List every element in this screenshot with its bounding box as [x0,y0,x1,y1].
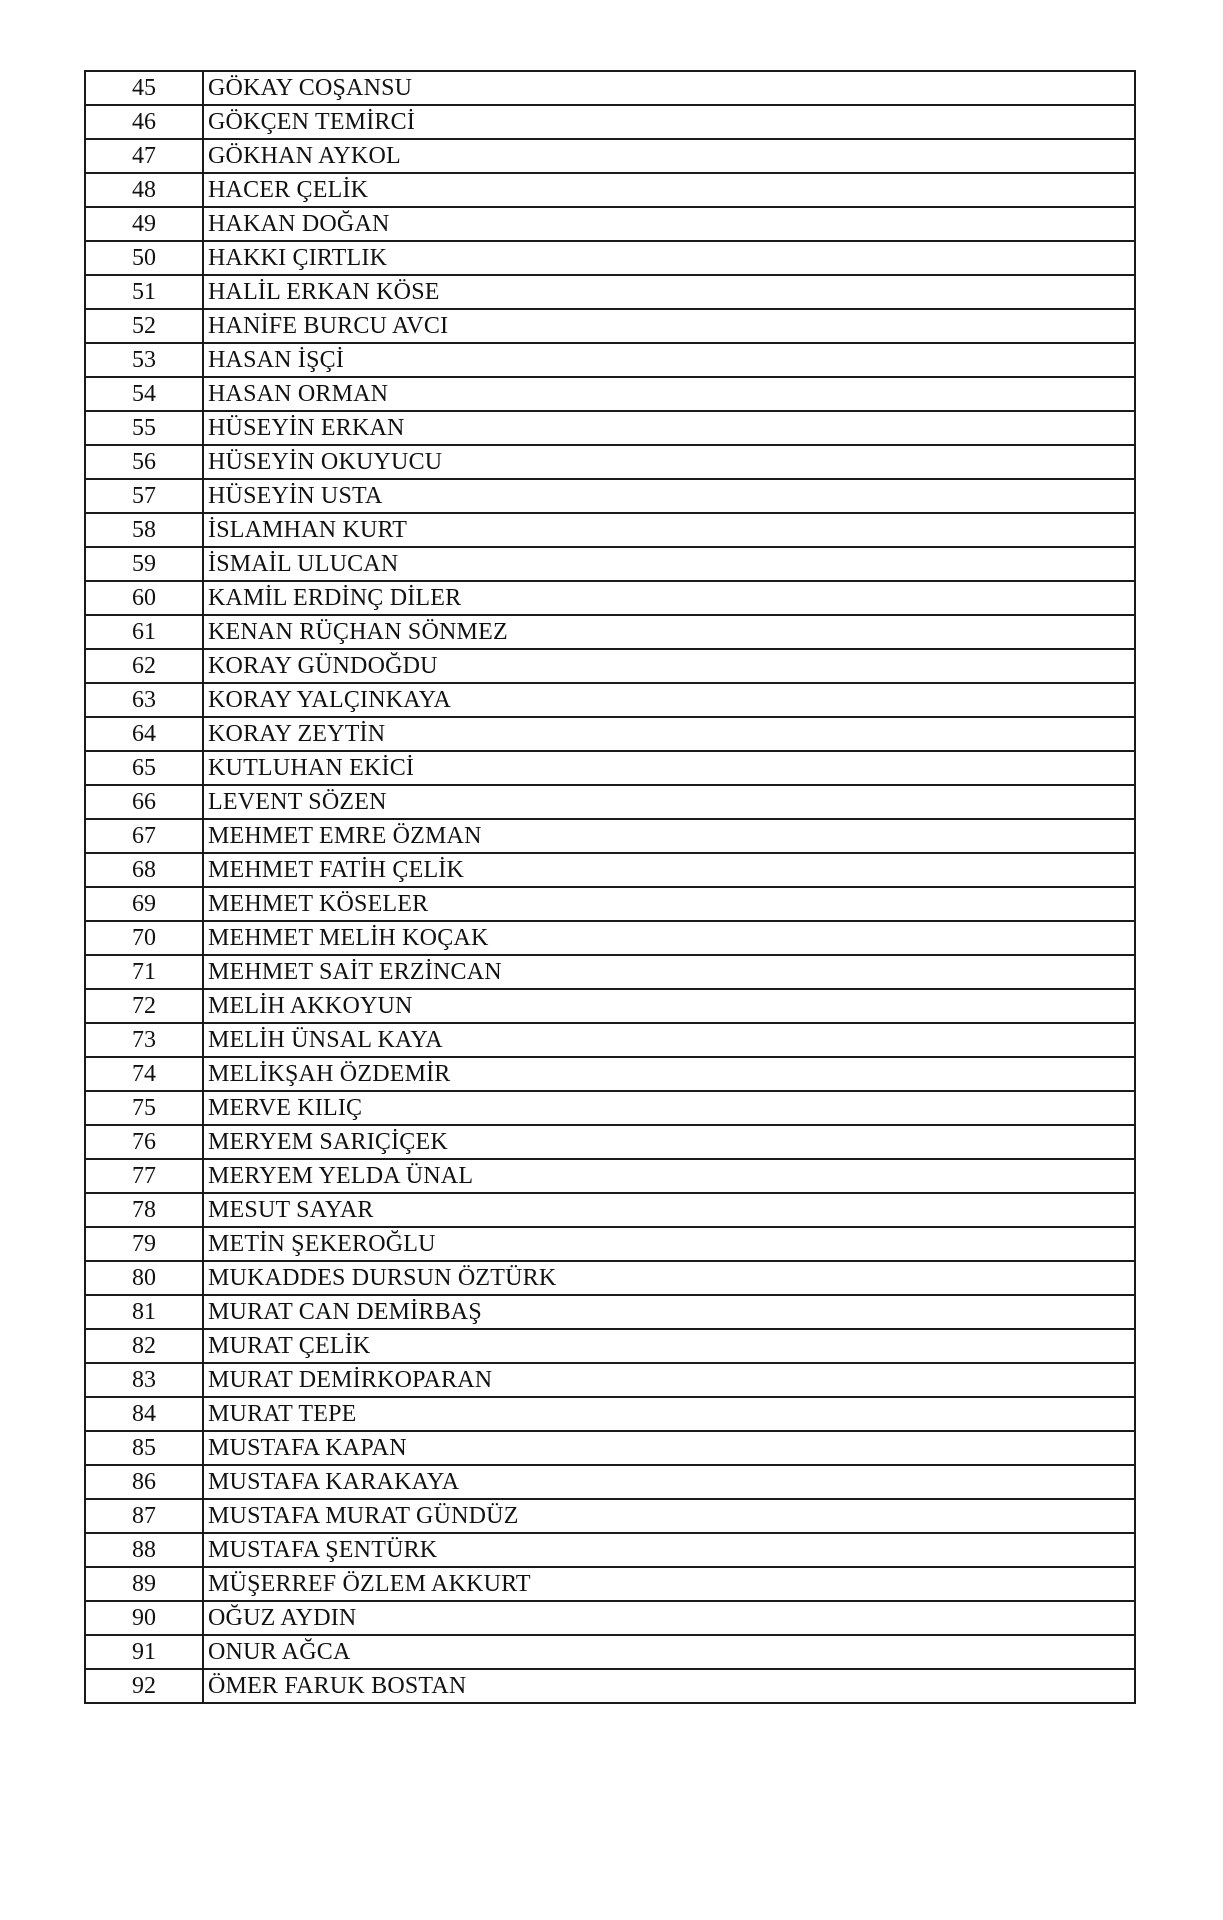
table-row [85,1295,1135,1329]
table-row [85,649,1135,683]
person-name: MERYEM SARIÇİÇEK [203,1125,1135,1159]
table-row [85,853,1135,887]
table-row [85,1193,1135,1227]
table-row [85,1431,1135,1465]
table-row [85,1227,1135,1261]
person-name: MURAT TEPE [203,1397,1135,1431]
person-name: MUSTAFA KARAKAYA [203,1465,1135,1499]
row-number: 89 [85,1567,203,1601]
row-number: 45 [85,71,203,105]
row-number: 75 [85,1091,203,1125]
row-number: 92 [85,1669,203,1703]
table-row [85,1669,1135,1703]
person-name: METİN ŞEKEROĞLU [203,1227,1135,1261]
document-page [84,70,1136,1704]
table-row [85,207,1135,241]
row-number: 79 [85,1227,203,1261]
person-name: HANİFE BURCU AVCI [203,309,1135,343]
person-name: HAKAN DOĞAN [203,207,1135,241]
table-row [85,1159,1135,1193]
person-name: HACER ÇELİK [203,173,1135,207]
person-name: GÖKÇEN TEMİRCİ [203,105,1135,139]
person-name: KORAY ZEYTİN [203,717,1135,751]
person-name: HÜSEYİN USTA [203,479,1135,513]
person-name: MUSTAFA ŞENTÜRK [203,1533,1135,1567]
person-name: MELİKŞAH ÖZDEMİR [203,1057,1135,1091]
person-name: MÜŞERREF ÖZLEM AKKURT [203,1567,1135,1601]
row-number: 69 [85,887,203,921]
person-name: KENAN RÜÇHAN SÖNMEZ [203,615,1135,649]
table-row [85,751,1135,785]
row-number: 49 [85,207,203,241]
table-row [85,1499,1135,1533]
row-number: 91 [85,1635,203,1669]
person-name: HÜSEYİN ERKAN [203,411,1135,445]
table-row [85,241,1135,275]
table-row [85,1329,1135,1363]
row-number: 67 [85,819,203,853]
table-row [85,1533,1135,1567]
table-row [85,1635,1135,1669]
person-name: KAMİL ERDİNÇ DİLER [203,581,1135,615]
row-number: 52 [85,309,203,343]
row-number: 88 [85,1533,203,1567]
row-number: 68 [85,853,203,887]
person-name: MEHMET MELİH KOÇAK [203,921,1135,955]
table-row [85,71,1135,105]
row-number: 51 [85,275,203,309]
row-number: 80 [85,1261,203,1295]
person-name: HAKKI ÇIRTLIK [203,241,1135,275]
row-number: 90 [85,1601,203,1635]
table-row [85,683,1135,717]
table-row [85,581,1135,615]
row-number: 65 [85,751,203,785]
person-name: MEHMET SAİT ERZİNCAN [203,955,1135,989]
person-name: HASAN ORMAN [203,377,1135,411]
row-number: 64 [85,717,203,751]
table-row [85,1091,1135,1125]
person-name: ONUR AĞCA [203,1635,1135,1669]
person-name: MERYEM YELDA ÜNAL [203,1159,1135,1193]
row-number: 78 [85,1193,203,1227]
table-row [85,547,1135,581]
table-row [85,1057,1135,1091]
table-row [85,513,1135,547]
person-name: MEHMET KÖSELER [203,887,1135,921]
table-row [85,1567,1135,1601]
row-number: 86 [85,1465,203,1499]
table-row [85,1397,1135,1431]
person-name: MESUT SAYAR [203,1193,1135,1227]
row-number: 55 [85,411,203,445]
person-name: MURAT CAN DEMİRBAŞ [203,1295,1135,1329]
table-row [85,1125,1135,1159]
table-row [85,479,1135,513]
row-number: 48 [85,173,203,207]
person-name: HÜSEYİN OKUYUCU [203,445,1135,479]
person-name: ÖMER FARUK BOSTAN [203,1669,1135,1703]
row-number: 70 [85,921,203,955]
row-number: 84 [85,1397,203,1431]
row-number: 76 [85,1125,203,1159]
person-name: MELİH ÜNSAL KAYA [203,1023,1135,1057]
row-number: 83 [85,1363,203,1397]
row-number: 77 [85,1159,203,1193]
person-name: OĞUZ AYDIN [203,1601,1135,1635]
table-row [85,921,1135,955]
person-name: MUKADDES DURSUN ÖZTÜRK [203,1261,1135,1295]
name-list-body [85,71,1135,1703]
person-name: MUSTAFA KAPAN [203,1431,1135,1465]
person-name: MEHMET FATİH ÇELİK [203,853,1135,887]
person-name: GÖKAY COŞANSU [203,71,1135,105]
table-row [85,989,1135,1023]
table-row [85,615,1135,649]
table-row [85,377,1135,411]
person-name: MURAT ÇELİK [203,1329,1135,1363]
row-number: 56 [85,445,203,479]
row-number: 60 [85,581,203,615]
row-number: 71 [85,955,203,989]
row-number: 85 [85,1431,203,1465]
table-row [85,343,1135,377]
table-row [85,785,1135,819]
person-name: HALİL ERKAN KÖSE [203,275,1135,309]
person-name: GÖKHAN AYKOL [203,139,1135,173]
table-row [85,445,1135,479]
table-row [85,1465,1135,1499]
person-name: KORAY YALÇINKAYA [203,683,1135,717]
table-row [85,105,1135,139]
table-row [85,139,1135,173]
table-row [85,1601,1135,1635]
row-number: 81 [85,1295,203,1329]
row-number: 74 [85,1057,203,1091]
person-name: LEVENT SÖZEN [203,785,1135,819]
row-number: 73 [85,1023,203,1057]
table-row [85,411,1135,445]
row-number: 72 [85,989,203,1023]
row-number: 46 [85,105,203,139]
row-number: 57 [85,479,203,513]
table-row [85,1363,1135,1397]
row-number: 47 [85,139,203,173]
table-row [85,1023,1135,1057]
person-name: KUTLUHAN EKİCİ [203,751,1135,785]
table-row [85,309,1135,343]
table-row [85,819,1135,853]
person-name: MEHMET EMRE ÖZMAN [203,819,1135,853]
table-row [85,173,1135,207]
row-number: 50 [85,241,203,275]
row-number: 63 [85,683,203,717]
row-number: 62 [85,649,203,683]
table-row [85,887,1135,921]
table-row [85,1261,1135,1295]
person-name: MUSTAFA MURAT GÜNDÜZ [203,1499,1135,1533]
row-number: 53 [85,343,203,377]
person-name: MERVE KILIÇ [203,1091,1135,1125]
row-number: 87 [85,1499,203,1533]
table-row [85,717,1135,751]
row-number: 82 [85,1329,203,1363]
row-number: 61 [85,615,203,649]
name-list-table [84,70,1136,1704]
person-name: İSLAMHAN KURT [203,513,1135,547]
row-number: 66 [85,785,203,819]
person-name: KORAY GÜNDOĞDU [203,649,1135,683]
person-name: MURAT DEMİRKOPARAN [203,1363,1135,1397]
person-name: HASAN İŞÇİ [203,343,1135,377]
row-number: 59 [85,547,203,581]
table-row [85,275,1135,309]
row-number: 54 [85,377,203,411]
table-row [85,955,1135,989]
row-number: 58 [85,513,203,547]
person-name: İSMAİL ULUCAN [203,547,1135,581]
person-name: MELİH AKKOYUN [203,989,1135,1023]
